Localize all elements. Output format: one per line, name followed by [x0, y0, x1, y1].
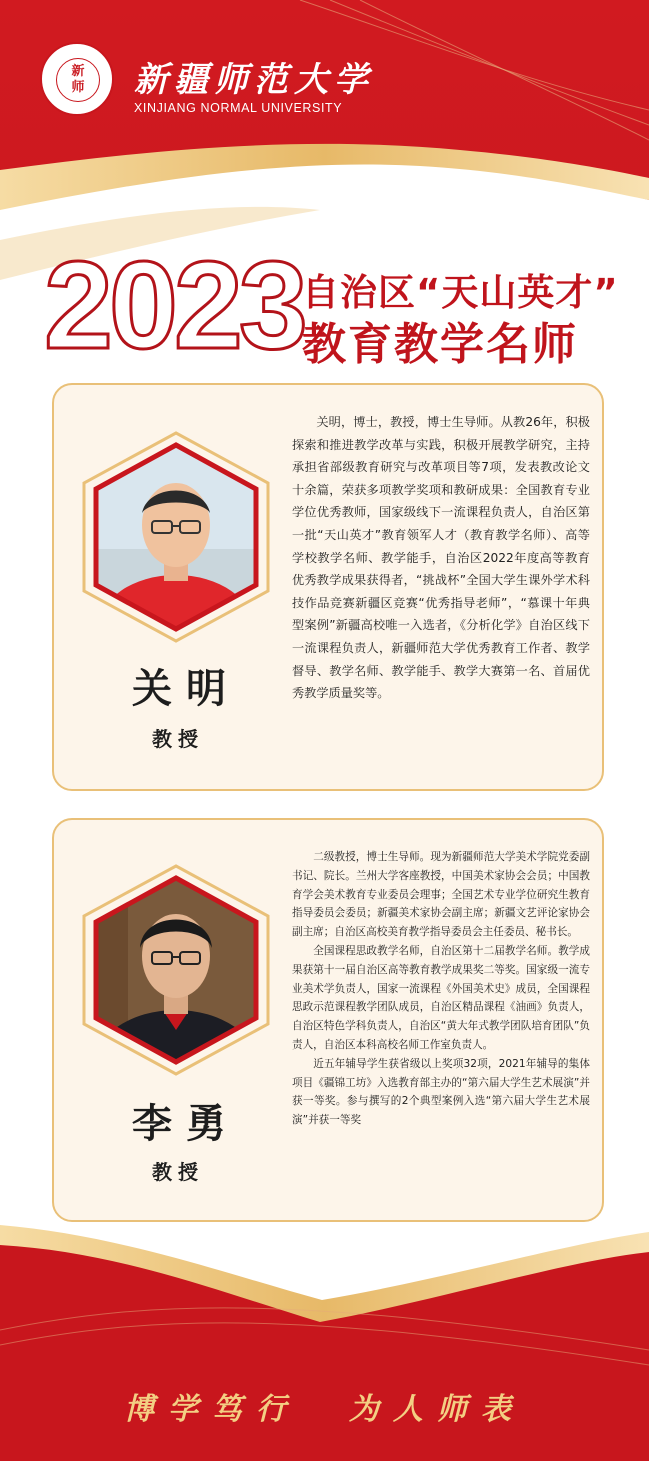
- title-year: 2023: [44, 237, 304, 375]
- logo-char-1: 新: [71, 64, 85, 79]
- profile-name: 关明: [132, 665, 240, 712]
- portrait-photo: [68, 862, 284, 1078]
- profile-bio: [292, 411, 590, 705]
- profile-card: [52, 383, 604, 791]
- logo-emblem: [56, 58, 100, 102]
- profile-bio: [292, 848, 590, 1130]
- bio-paragraph: 二级教授，博士生导师。现为新疆师范大学美术学院党委副书记、院长。兰州大学客座教授，中国美术家协会会员；中国教育学会美术教育专业委员会理事；全国艺术专业学位研究生教育指导委员会委员；新疆美术家协会副主席；新疆文艺评论家协会副主席；自治区高校美育教学指导委员会主任委员、秘书长。: [292, 851, 590, 939]
- title-line-1: 自治区“天山英才”: [302, 271, 619, 314]
- portrait-photo: [68, 429, 284, 645]
- title-line-2: 教育教学名师: [302, 319, 578, 370]
- bio-paragraph: 关明，博士，教授，博士生导师。从教26年，积极探索和推进教学改革与实践，积极开展教学研究，主持承担省部级教育研究与改革项目等7项，发表教改论文十余篇，荣获多项教学奖项和教研成果：全国教育专业学位优秀教师，国家级线下一流课程负责人，自治区第一批“天山英才”教育领军人才（教育教学名师）、高等学校教学名师、教学能手，自治区2022年度高等教育优秀教学成果获得者，“挑战杯”全国大学生课外学术科技作品竞赛新疆区竞赛“优秀指导老师”，“慕课十年典型案例”新疆高校唯一入选者，《分析化学》自治区线下一流课程负责人，新疆师范大学优秀教育工作者、教学督导、教学名师、教学能手、教学大赛第一名、首届优秀教学质量奖等。: [292, 415, 590, 701]
- bio-paragraph: 全国课程思政教学名师，自治区第十二届教学名师。教学成果获第十一届自治区高等教育教学成果奖二等奖。国家级一流专业美术学负责人，国家一流课程《外国美术史》成员，全国课程思政示范课程教学团队成员，自治区精品课程《油画》负责人，自治区特色学科负责人，自治区“黄大年式教学团队培育团队”负责人，自治区本科高校名师工作室负责人。: [292, 944, 590, 1051]
- profile-name: 李勇: [132, 1100, 240, 1147]
- profile-card: [52, 818, 604, 1222]
- logo-char-2: 师: [71, 80, 85, 95]
- profile-rank: 教授: [152, 1160, 204, 1184]
- university-name-en: XINJIANG NORMAL UNIVERSITY: [134, 101, 343, 115]
- university-name-cn: 新疆师范大学: [134, 60, 374, 100]
- portrait-frame: [68, 429, 284, 645]
- motto: 博学笃行 为人师表: [124, 1392, 525, 1427]
- portrait-frame: [68, 862, 284, 1078]
- bio-paragraph: 近五年辅导学生获省级以上奖项32项，2021年辅导的集体项目《疆锦工坊》入选教育部主办的“第六届大学生艺术展演”并获一等奖。参与撰写的2个典型案例入选“第六届大学生艺术展演”并获一等奖: [292, 1057, 590, 1127]
- university-logo: [40, 42, 114, 116]
- profile-rank: 教授: [152, 727, 204, 751]
